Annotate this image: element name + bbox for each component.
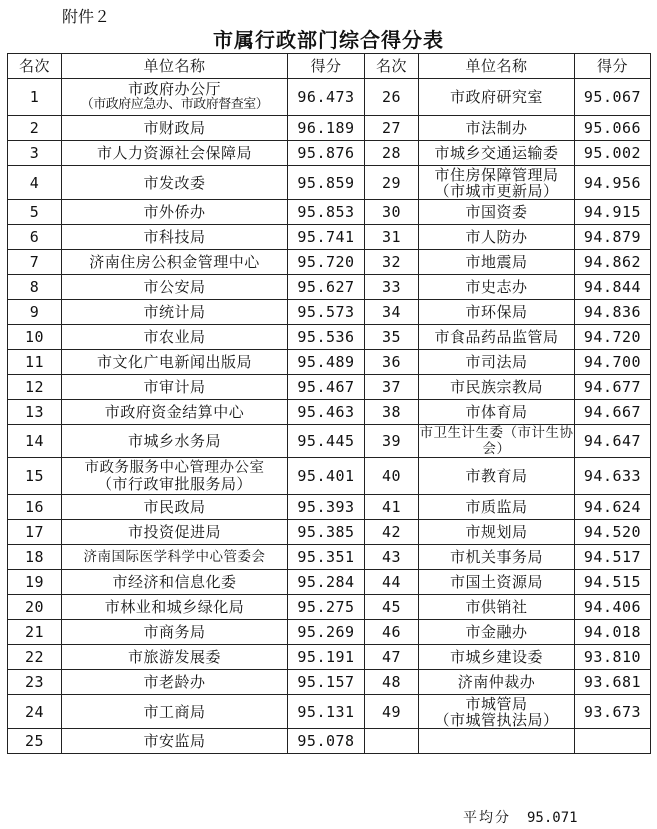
unit-name-cell-left [62,670,288,695]
unit-name-cell-left [62,595,288,620]
unit-name-cell-right [419,545,575,570]
unit-name-cell-left [62,166,288,200]
unit-name-cell-right [419,300,575,325]
unit-name-line: 市环保局 [465,303,528,321]
score-cell-left: 95.853 [288,200,365,225]
rank-cell-left: 12 [8,375,62,400]
unit-name-cell-right [419,116,575,141]
score-cell-right: 95.067 [575,79,651,116]
score-cell-right: 94.515 [575,570,651,595]
unit-name-cell-left [62,458,288,495]
unit-name-line: 市外侨办 [143,203,206,221]
score-cell-left: 95.573 [288,300,365,325]
unit-name-line: 市地震局 [465,253,528,271]
unit-name-line: 市法制办 [465,119,528,137]
unit-name-line: 市人力资源社会保障局 [96,144,252,162]
unit-name-cell-right [419,570,575,595]
score-cell-right: 93.810 [575,645,651,670]
rank-cell-left: 4 [8,166,62,200]
table-row [8,116,651,141]
score-cell-right: 94.720 [575,325,651,350]
rank-cell-left: 24 [8,695,62,729]
table-row [8,375,651,400]
unit-name-cell-left [62,495,288,520]
rank-cell-left: 3 [8,141,62,166]
table-row [8,595,651,620]
rank-cell-right: 42 [365,520,419,545]
page-title: 市属行政部门综合得分表 [213,28,444,52]
unit-name-cell-right [419,225,575,250]
unit-name-line: 市政府办公厅 [127,80,221,98]
header-score-right: 得分 [575,54,651,79]
score-cell-left: 95.741 [288,225,365,250]
header-rank-left: 名次 [8,54,62,79]
unit-name-cell-right [419,620,575,645]
unit-name-cell-left [62,141,288,166]
unit-name-cell-right [419,695,575,729]
rank-cell-left: 18 [8,545,62,570]
unit-name-cell-left [62,425,288,458]
table-row [8,695,651,729]
unit-name-cell-right [419,670,575,695]
table-row [8,670,651,695]
rank-cell-left: 16 [8,495,62,520]
rank-cell-right: 37 [365,375,419,400]
rank-cell-right: 44 [365,570,419,595]
rank-cell-left: 21 [8,620,62,645]
rank-cell-right: 26 [365,79,419,116]
unit-name-cell-right [419,458,575,495]
unit-name-line: 市供销社 [465,598,528,616]
table-row [8,250,651,275]
rank-cell-left: 25 [8,729,62,754]
rank-cell-left: 11 [8,350,62,375]
unit-name-line: 济南仲裁办 [457,673,536,691]
score-cell-left: 95.131 [288,695,365,729]
table-row [8,495,651,520]
score-cell-right: 94.647 [575,425,651,458]
score-cell-left: 95.351 [288,545,365,570]
rank-cell-left: 7 [8,250,62,275]
score-cell-left: 95.401 [288,458,365,495]
unit-name-cell-left [62,79,288,116]
header-unit-right: 单位名称 [419,54,575,79]
score-cell-right: 94.844 [575,275,651,300]
rank-cell-left: 6 [8,225,62,250]
unit-name-line: 市政府资金结算中心 [104,403,245,421]
unit-name-cell-right [419,425,575,458]
table-row [8,225,651,250]
unit-name-line: 市金融办 [465,623,528,641]
table-row [8,620,651,645]
unit-name-cell-left [62,645,288,670]
score-cell-left: 95.467 [288,375,365,400]
rank-cell-right: 41 [365,495,419,520]
unit-name-cell-right [419,400,575,425]
unit-name-cell-right [419,250,575,275]
unit-name-cell-right [419,325,575,350]
score-cell-left: 95.393 [288,495,365,520]
unit-name-line: （市政府应急办、市政府督查室） [80,97,269,112]
score-cell-right: 95.002 [575,141,651,166]
unit-name-cell-left [62,545,288,570]
header-rank-right: 名次 [365,54,419,79]
rank-cell-right: 40 [365,458,419,495]
unit-name-cell-left [62,620,288,645]
unit-name-line: 市商务局 [143,623,206,641]
table-row [8,325,651,350]
unit-name-line: 市民政局 [143,498,206,516]
unit-name-cell-right [419,595,575,620]
unit-name-line: 济南国际医学科学中心管委会 [83,549,266,565]
unit-name-cell-right [419,375,575,400]
rank-cell-left: 2 [8,116,62,141]
table-row [8,645,651,670]
table-row [8,275,651,300]
unit-name-line: 市城乡建设委 [449,648,543,666]
unit-name-cell-left [62,350,288,375]
score-cell-left: 95.078 [288,729,365,754]
unit-name-cell-right [419,645,575,670]
unit-name-cell-left [62,250,288,275]
rank-cell-left: 5 [8,200,62,225]
unit-name-cell-left [62,300,288,325]
unit-name-line: （市城管执法局） [434,710,559,729]
unit-name-cell-right [419,166,575,200]
rank-cell-left: 20 [8,595,62,620]
rank-cell-left: 13 [8,400,62,425]
unit-name-line: 市人防办 [465,228,528,246]
unit-name-cell-left [62,520,288,545]
score-cell-left: 95.859 [288,166,365,200]
average-label: 平均分 [463,810,511,826]
rank-cell-right: 34 [365,300,419,325]
unit-name-line: 市林业和城乡绿化局 [104,598,245,616]
unit-name-line: 市政府研究室 [449,88,543,106]
unit-name-cell-left [62,200,288,225]
unit-name-line: 市财政局 [143,119,206,137]
average-value: 95.071 [527,810,578,826]
score-cell-left: 95.275 [288,595,365,620]
unit-name-line: （市城市更新局） [434,181,559,200]
score-cell-left: 95.720 [288,250,365,275]
table-row [8,425,651,458]
unit-name-line: 市国土资源局 [449,573,543,591]
rank-cell-right: 30 [365,200,419,225]
unit-name-cell-left [62,695,288,729]
score-cell-left: 95.463 [288,400,365,425]
rank-cell-left: 17 [8,520,62,545]
table-row [8,400,651,425]
average-score [463,807,578,827]
unit-name-cell-left [62,375,288,400]
score-cell-left: 95.269 [288,620,365,645]
table-row [8,300,651,325]
unit-name-line: 市民族宗教局 [449,378,543,396]
unit-name-line: 市国资委 [465,203,528,221]
unit-name-line: 市审计局 [143,378,206,396]
rank-cell-right: 27 [365,116,419,141]
score-cell-right: 94.520 [575,520,651,545]
unit-name-line: 市规划局 [465,523,528,541]
score-cell-right: 94.700 [575,350,651,375]
unit-name-line: 市老龄办 [143,673,206,691]
unit-name-cell-left [62,325,288,350]
score-cell-right: 94.915 [575,200,651,225]
unit-name-cell-right [419,141,575,166]
rank-cell-left: 19 [8,570,62,595]
unit-name-line: 市投资促进局 [127,523,221,541]
score-cell-left: 95.627 [288,275,365,300]
score-cell-left: 95.536 [288,325,365,350]
rank-cell-right: 33 [365,275,419,300]
unit-name-cell-right [419,275,575,300]
unit-name-line: 市经济和信息化委 [112,573,237,591]
score-cell-left: 95.385 [288,520,365,545]
unit-name-line: 市城乡水务局 [127,432,221,450]
unit-name-line: 市公安局 [143,278,206,296]
unit-name-line: 市文化广电新闻出版局 [96,353,252,371]
unit-name-cell-right [419,200,575,225]
rank-cell-right: 35 [365,325,419,350]
unit-name-line: 市旅游发展委 [127,648,221,666]
score-cell-right: 94.879 [575,225,651,250]
rank-cell-right: 31 [365,225,419,250]
header-unit-left: 单位名称 [62,54,288,79]
unit-name-line: 市史志办 [465,278,528,296]
unit-name-cell-right [419,495,575,520]
rank-cell-left: 15 [8,458,62,495]
score-cell-right: 93.673 [575,695,651,729]
table-row [8,570,651,595]
unit-name-line: 市机关事务局 [449,548,543,566]
table-body [8,79,651,754]
unit-name-line: 市质监局 [465,498,528,516]
score-cell-left: 96.473 [288,79,365,116]
score-cell-left: 95.157 [288,670,365,695]
unit-name-line: 市科技局 [143,228,206,246]
rank-cell-right: 49 [365,695,419,729]
score-cell-right: 95.066 [575,116,651,141]
unit-name-cell-right [419,520,575,545]
unit-name-cell-right [419,79,575,116]
score-cell-right: 94.677 [575,375,651,400]
score-cell-right: 94.956 [575,166,651,200]
score-cell-right: 94.406 [575,595,651,620]
rank-cell-right: 45 [365,595,419,620]
header-score-left: 得分 [288,54,365,79]
unit-name-line: 市住房保障管理局 [434,165,559,184]
score-cell-left: 96.189 [288,116,365,141]
unit-name-line: 市城管局 [465,694,528,713]
unit-name-line: 市体育局 [465,403,528,421]
rank-cell-left: 1 [8,79,62,116]
score-cell-right: 94.633 [575,458,651,495]
score-cell-left: 95.284 [288,570,365,595]
table-row [8,458,651,495]
score-cell-left: 95.191 [288,645,365,670]
unit-name-line: 济南住房公积金管理中心 [89,253,260,271]
unit-name-cell-left [62,400,288,425]
table-row [8,200,651,225]
table-header-row [8,54,651,79]
rank-cell-right: 48 [365,670,419,695]
table-row [8,545,651,570]
score-cell-right: 93.681 [575,670,651,695]
table-row [8,141,651,166]
rank-cell-left: 14 [8,425,62,458]
score-cell-right: 94.018 [575,620,651,645]
unit-name-line: 市统计局 [143,303,206,321]
attachment-label: 附件２ [62,7,111,26]
unit-name-line: （市行政审批服务局） [96,475,252,493]
unit-name-line: 市卫生计生委（市计生协会） [419,425,574,457]
unit-name-line: 市城乡交通运输委 [434,144,559,162]
score-cell-right: 94.862 [575,250,651,275]
unit-name-line: 市工商局 [143,702,206,721]
rank-cell-left: 22 [8,645,62,670]
unit-name-line: 市发改委 [143,173,206,192]
rank-cell-right: 38 [365,400,419,425]
score-cell-right [575,729,651,754]
unit-name-line: 市食品药品监管局 [434,328,559,346]
unit-name-line: 市司法局 [465,353,528,371]
unit-name-line: 市教育局 [465,467,528,485]
table-row [8,79,651,116]
score-cell-right: 94.624 [575,495,651,520]
unit-name-cell-left [62,570,288,595]
rank-cell-right: 39 [365,425,419,458]
score-table [7,53,651,754]
unit-name-line: 市农业局 [143,328,206,346]
rank-cell-left: 8 [8,275,62,300]
rank-cell-right [365,729,419,754]
score-cell-right: 94.836 [575,300,651,325]
unit-name-cell-right [419,729,575,754]
rank-cell-left: 10 [8,325,62,350]
rank-cell-right: 46 [365,620,419,645]
unit-name-line: 市安监局 [143,732,206,750]
unit-name-cell-left [62,275,288,300]
unit-name-cell-right [419,350,575,375]
rank-cell-right: 32 [365,250,419,275]
table-row [8,520,651,545]
table-row [8,350,651,375]
rank-cell-right: 28 [365,141,419,166]
table-row [8,729,651,754]
unit-name-cell-left [62,116,288,141]
rank-cell-right: 43 [365,545,419,570]
rank-cell-left: 9 [8,300,62,325]
rank-cell-right: 29 [365,166,419,200]
table-row [8,166,651,200]
score-cell-left: 95.445 [288,425,365,458]
rank-cell-left: 23 [8,670,62,695]
rank-cell-right: 47 [365,645,419,670]
rank-cell-right: 36 [365,350,419,375]
unit-name-cell-left [62,729,288,754]
score-cell-left: 95.489 [288,350,365,375]
unit-name-cell-left [62,225,288,250]
score-cell-right: 94.667 [575,400,651,425]
score-cell-right: 94.517 [575,545,651,570]
unit-name-line: 市政务服务中心管理办公室 [84,460,265,476]
score-cell-left: 95.876 [288,141,365,166]
